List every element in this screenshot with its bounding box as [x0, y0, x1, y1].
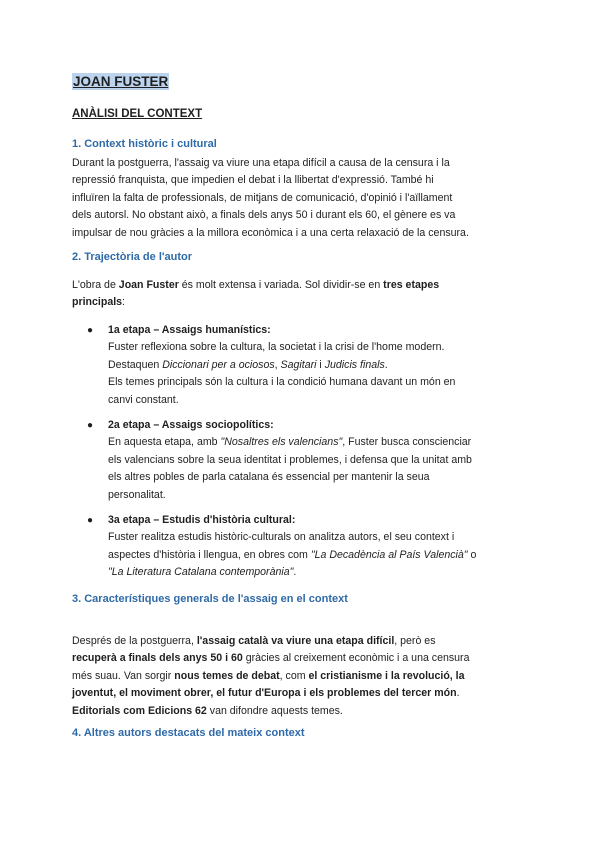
- list-item-stage-2: [89, 417, 529, 504]
- stage-2-title: 2a etapa – Assaigs sociopolítics:: [108, 419, 274, 431]
- paragraph-line: recuperà a finals dels anys 50 i 60 gràcies al creixement econòmic i a una censura: [72, 652, 470, 665]
- section-3-paragraph: [72, 633, 532, 720]
- paragraph-line: Després de la postguerra, l'assaig català va viure una etapa difícil, però es: [72, 635, 436, 647]
- section-1-paragraph: [72, 155, 532, 242]
- section-2-intro: [72, 277, 532, 312]
- bullet-dot-icon: ●: [87, 515, 94, 526]
- paragraph-line: més suau. Van sorgir nous temes de debat, com el cristianisme i la revolució, la: [72, 669, 465, 682]
- bullet-dot-icon: ●: [87, 420, 94, 431]
- doc-title: JOAN FUSTER: [73, 74, 169, 89]
- paragraph-line: Durant la postguerra, l'assaig va viure una etapa difícil a causa de la censura i la: [72, 157, 450, 169]
- stage-1-text: Fuster reflexiona sobre la cultura, la societat i la crisi de l'home modern. Destaquen Diccionari per a ociosos, Sagitari i Judicis finals. Els temes principals són la cultura i la condició humana davant un món en canvi constant.: [108, 341, 456, 406]
- bullet-dot-icon: ●: [87, 325, 94, 336]
- doc-subtitle: ANÀLISI DEL CONTEXT: [72, 108, 203, 120]
- paragraph-line: principals:: [72, 296, 125, 309]
- stage-1-title: 1a etapa – Assaigs humanístics:: [108, 324, 271, 336]
- section-1-heading: 1. Context històric i cultural: [72, 138, 217, 150]
- paragraph-line: dels autorsl. No obstant això, a finals dels anys 50 i durant els 60, el gènere es va: [72, 209, 456, 222]
- section-3-heading: 3. Característiques generals de l'assaig en el context: [72, 593, 348, 605]
- section-4-heading: 4. Altres autors destacats del mateix context: [72, 727, 305, 739]
- paragraph-line: repressió franquista, que impedien el debat i la llibertat d'expressió. També hi: [72, 174, 434, 187]
- paragraph-line: joventut, el moviment obrer, el futur d'Europa i els problemes del tercer món.: [72, 687, 460, 700]
- paragraph-line: Editorials com Edicions 62 van difondre aquests temes.: [72, 704, 343, 717]
- list-item-stage-1: [89, 322, 529, 409]
- list-item-stage-3: [89, 512, 529, 582]
- paragraph-line: L'obra de Joan Fuster és molt extensa i variada. Sol dividir-se en tres etapes: [72, 279, 440, 291]
- stage-3-text: Fuster realitza estudis històric-culturals on analitza autors, el seu context i aspectes d'història i llengua, en obres com "La Decadència al País Valencià" o "La Literatura Catalana contemporània".: [108, 531, 477, 579]
- paragraph-line: influïren la falta de professionals, de mitjans de comunicació, d'opinió i l'aïllament: [72, 191, 453, 204]
- stage-3-title: 3a etapa – Estudis d'història cultural:: [108, 514, 296, 526]
- paragraph-line: impulsar de nou gràcies a la millora econòmica i a una certa relaxació de la censura.: [72, 226, 469, 239]
- stage-2-text: En aquesta etapa, amb "Nosaltres els valencians", Fuster busca conscienciar els valencians sobre la seua identitat i problemes, i defensa que la unitat amb els altres pobles de parla catalana és essencial per mantenir la seua personalitat.: [108, 436, 472, 501]
- section-2-heading: 2. Trajectòria de l'autor: [72, 251, 192, 263]
